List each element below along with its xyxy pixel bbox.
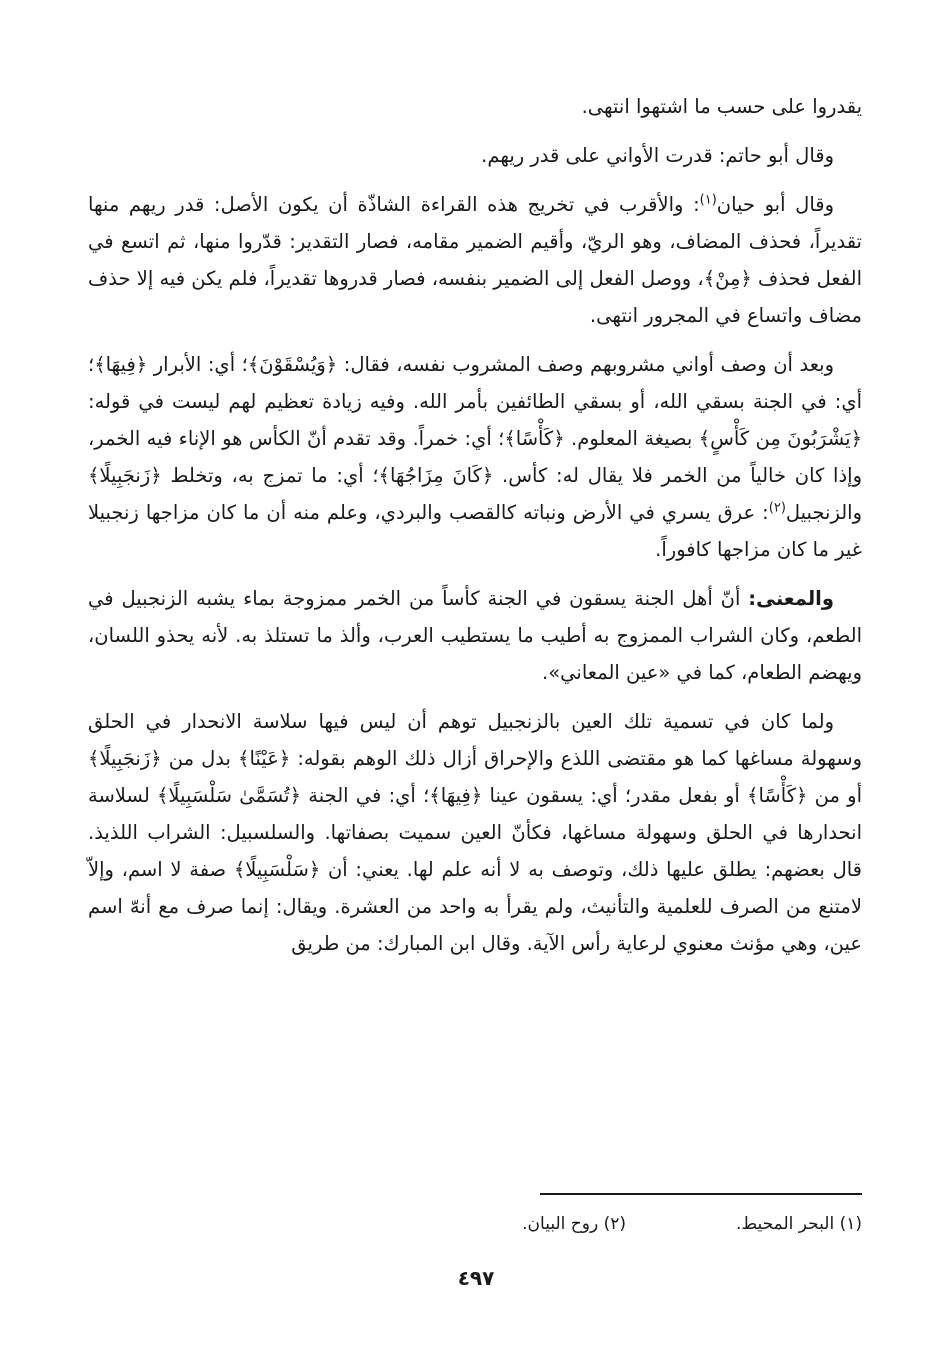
paragraph-1 — [88, 88, 862, 125]
footnote-marker-1[interactable]: (١) — [699, 192, 717, 208]
paragraph-text: ولما كان في تسمية تلك العين بالزنجبيل توهم أن ليس فيها سلاسة الانحدار في الحلق وسهولة مساغها كما هو مقتضى اللذع والإحراق أزال ذلك الوهم بقوله: ﴿عَيْنًا﴾ بدل من ﴿زَنجَبِيلًا﴾ أو من ﴿كَأْسًا﴾ أو بفعل مقدر؛ أي: يسقون عينا ﴿فِيهَا﴾؛ أي: في الجنة ﴿تُسَمَّىٰ سَلْسَبِيلًا﴾ لسلاسة انحدارها في الحلق وسهولة مساغها، فكأنّ العين سميت بصفاتها. والسلسبيل: الشراب اللذيذ. قال بعضهم: يطلق عليها ذلك، وتوصف به لا أنه علم لها. يعني: أن ﴿سَلْسَبِيلًا﴾ صفة لا اسم، وإلاّ لامتنع من الصرف للعلمية والتأنيث، ولم يقرأ به واحد من العشرة. ويقال: إنما صرف مع أنهّ اسم عين، وهي مؤنث معنوي لرعاية رأس الآية. وقال ابن المبارك: من طريق — [88, 710, 862, 955]
main-text — [88, 88, 862, 974]
paragraph-5 — [88, 580, 862, 691]
paragraph-6 — [88, 703, 862, 962]
footnote-1: (١) البحر المحيط. — [736, 1214, 862, 1234]
paragraph-2 — [88, 137, 862, 174]
paragraph-text: وبعد أن وصف أواني مشروبهم وصف المشروب نفسه، فقال: ﴿وَيُسْقَوْنَ﴾؛ أي: الأبرار ﴿فِيهَا﴾؛ أي: في الجنة بسقي الله، أو بسقي الطائفين بأمر الله. وفيه زيادة تعظيم لهم ليست في قوله: ﴿يَشْرَبُونَ مِن كَأْسٍ﴾ بصيغة المعلوم. ﴿كَأْسًا﴾؛ أي: خمراً. وقد تقدم أنّ الكأس هو الإناء فيه الخمر، وإذا كان خالياً من الخمر فلا يقال له: كأس. ﴿كَانَ مِزَاجُهَا﴾؛ أي: ما تمزج به، وتخلط ﴿زَنجَبِيلًا﴾ والزنجبيل — [88, 353, 862, 524]
footnote-2: (٢) روح البيان. — [522, 1214, 627, 1234]
footnote-divider — [540, 1193, 862, 1195]
paragraph-label: والمعنى: — [748, 587, 834, 610]
page-number: ٤٩٧ — [457, 1266, 495, 1290]
paragraph-text: يقدروا على حسب ما اشتهوا انتهى. — [581, 95, 862, 118]
paragraph-text: وقال أبو حيان — [716, 193, 834, 216]
paragraph-4 — [88, 346, 862, 568]
paragraph-text: : عرق يسري في الأرض ونباته كالقصب والبردي، وعلم منه أن ما كان مزاجها زنجبيلا غير ما كان مزاجها كافوراً. — [88, 501, 862, 561]
paragraph-3 — [88, 186, 862, 334]
paragraph-text: وقال أبو حاتم: قدرت الأواني على قدر ريهم. — [481, 144, 834, 167]
paragraph-text: : والأقرب في تخريج هذه القراءة الشاذّة أن يكون الأصل: قدر ريهم منها تقديراً، فحذف المضاف، وهو الريّ، وأقيم الضمير مقامه، فصار التقدير: قدّروا منها، ثم اتسع في الفعل فحذف ﴿مِنْ﴾، ووصل الفعل إلى الضمير بنفسه، فصار قدروها تقديراً، فلم يكن فيه إلا حذف مضاف واتساع في المجرور انتهى. — [88, 193, 862, 327]
footnote-marker-2[interactable]: (٢) — [768, 500, 786, 516]
paragraph-text: أنّ أهل الجنة يسقون في الجنة كأساً من الخمر ممزوجة بماء يشبه الزنجبيل في الطعم، وكان الشراب الممزوج به أطيب ما يستطيب العرب، وألذ ما تستلذ به. لأنه يحذو اللسان، ويهضم الطعام، كما في «عين المعاني». — [88, 587, 862, 684]
footnotes — [200, 1210, 862, 1238]
